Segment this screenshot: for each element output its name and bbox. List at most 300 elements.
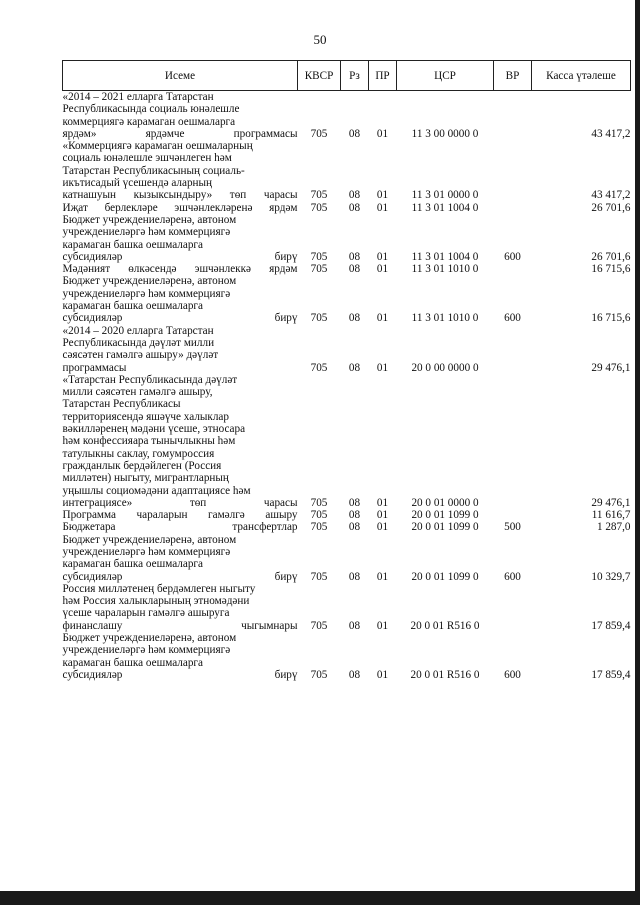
- empty-cell: [341, 374, 369, 386]
- empty-cell: [397, 485, 494, 497]
- header-kvsr: КВСР: [298, 61, 341, 91]
- empty-cell: [397, 534, 494, 546]
- table-row-continuation: [63, 386, 631, 398]
- empty-cell: [532, 435, 631, 447]
- empty-cell: [494, 177, 532, 189]
- empty-cell: [397, 275, 494, 287]
- empty-cell: [369, 152, 397, 164]
- empty-cell: [532, 288, 631, 300]
- csr-cell: 11 3 01 1004 0: [411, 250, 479, 263]
- empty-cell: [494, 214, 532, 226]
- empty-cell: [298, 448, 341, 460]
- empty-cell: [397, 460, 494, 472]
- empty-cell: [369, 91, 397, 104]
- table-row-continuation: [63, 239, 631, 251]
- empty-cell: [494, 607, 532, 619]
- table-row-continuation: [63, 546, 631, 558]
- empty-cell: [341, 288, 369, 300]
- empty-cell: [341, 300, 369, 312]
- empty-cell: [369, 423, 397, 435]
- row-name-line: Татарстан Республикасының социаль-: [62, 164, 245, 177]
- empty-cell: [341, 472, 369, 484]
- empty-cell: [369, 534, 397, 546]
- empty-cell: [369, 644, 397, 656]
- row-name-line: субсидияләр бирү: [62, 312, 298, 325]
- scan-edge-right: [635, 0, 640, 905]
- empty-cell: [397, 435, 494, 447]
- empty-cell: [397, 239, 494, 251]
- empty-cell: [341, 226, 369, 238]
- table-row: [63, 251, 631, 263]
- empty-cell: [341, 116, 369, 128]
- vr-cell: [494, 362, 532, 374]
- row-name-line: учреждениеләргә һәм коммерциягә: [62, 287, 231, 300]
- row-name-line: карамаган башка оешмаларга: [62, 558, 203, 571]
- empty-cell: [369, 165, 397, 177]
- empty-cell: [532, 460, 631, 472]
- empty-cell: [397, 644, 494, 656]
- empty-cell: [494, 103, 532, 115]
- pr-cell: 01: [376, 496, 389, 509]
- empty-cell: [494, 165, 532, 177]
- table-row-continuation: [63, 435, 631, 447]
- table-row: [63, 362, 631, 374]
- empty-cell: [341, 398, 369, 410]
- row-name-line: Иҗат берлекләре эшчәнлекләренә ярдәм: [62, 201, 298, 214]
- empty-cell: [369, 239, 397, 251]
- empty-cell: [532, 337, 631, 349]
- table-row-continuation: [63, 165, 631, 177]
- empty-cell: [494, 386, 532, 398]
- row-name-line: учреждениеләргә һәм коммерциягә: [62, 226, 231, 239]
- empty-cell: [298, 398, 341, 410]
- empty-cell: [369, 288, 397, 300]
- empty-cell: [298, 374, 341, 386]
- table-row-continuation: [63, 460, 631, 472]
- empty-cell: [298, 657, 341, 669]
- empty-cell: [494, 140, 532, 152]
- pr-cell: 01: [376, 570, 389, 583]
- row-name-line: сәясәтен гамәлгә ашыру» дәүләт: [62, 349, 219, 362]
- empty-cell: [494, 644, 532, 656]
- row-name-line: «2014 – 2021 елларга Татарстан: [62, 91, 214, 103]
- amount-cell: 17 859,4: [591, 619, 631, 632]
- empty-cell: [298, 91, 341, 104]
- empty-cell: [397, 226, 494, 238]
- pr-cell: 01: [376, 263, 389, 276]
- empty-cell: [369, 226, 397, 238]
- row-name-line: милли сәясәтен гамәлгә ашыру,: [62, 386, 213, 399]
- empty-cell: [397, 91, 494, 104]
- rz-cell: 08: [348, 521, 361, 534]
- row-name-line: интеграциясе» төп чарасы: [62, 496, 298, 509]
- csr-cell: 20 0 01 0000 0: [411, 496, 479, 509]
- table-row-continuation: [63, 300, 631, 312]
- empty-cell: [397, 165, 494, 177]
- empty-cell: [341, 485, 369, 497]
- row-name-line: катнашуын кызыксындыру» төп чарасы: [62, 189, 298, 202]
- table-row-continuation: [63, 288, 631, 300]
- row-name-line: һәм конфессияара тынычлыкны һәм: [62, 435, 236, 448]
- row-name-line: «2014 – 2020 елларга Татарстан: [62, 324, 214, 337]
- empty-cell: [532, 534, 631, 546]
- empty-cell: [397, 300, 494, 312]
- vr-cell: [494, 509, 532, 521]
- empty-cell: [369, 349, 397, 361]
- table-row: [63, 571, 631, 583]
- empty-cell: [397, 349, 494, 361]
- empty-cell: [532, 91, 631, 104]
- empty-cell: [298, 460, 341, 472]
- empty-cell: [494, 275, 532, 287]
- row-name-line: Бюджет учреждениеләренә, автоном: [62, 275, 237, 288]
- table-row-continuation: [63, 423, 631, 435]
- empty-cell: [298, 226, 341, 238]
- empty-cell: [494, 411, 532, 423]
- table-row: [63, 521, 631, 533]
- empty-cell: [397, 152, 494, 164]
- empty-cell: [298, 337, 341, 349]
- empty-cell: [298, 288, 341, 300]
- kvsr-cell: 705: [310, 361, 328, 374]
- table-row: [63, 509, 631, 521]
- empty-cell: [397, 546, 494, 558]
- empty-cell: [298, 300, 341, 312]
- csr-cell: 20 0 01 R516 0: [410, 668, 480, 681]
- empty-cell: [397, 116, 494, 128]
- empty-cell: [494, 558, 532, 570]
- empty-cell: [369, 398, 397, 410]
- empty-cell: [369, 460, 397, 472]
- empty-cell: [494, 485, 532, 497]
- vr-cell: 600: [504, 570, 521, 583]
- empty-cell: [532, 595, 631, 607]
- kvsr-cell: 705: [310, 668, 328, 681]
- empty-cell: [494, 472, 532, 484]
- empty-cell: [532, 558, 631, 570]
- rz-cell: 08: [348, 250, 361, 263]
- vr-cell: 500: [504, 521, 521, 534]
- pr-cell: 01: [376, 509, 389, 522]
- row-name-line: Программа чараларын гамәлгә ашыру: [62, 509, 298, 522]
- empty-cell: [397, 374, 494, 386]
- row-name-line: субсидияләр бирү: [62, 668, 298, 681]
- row-name-line: ярдәм» ярдәмче программасы: [62, 127, 298, 140]
- empty-cell: [298, 116, 341, 128]
- table-row-continuation: [63, 448, 631, 460]
- empty-cell: [341, 349, 369, 361]
- empty-cell: [298, 103, 341, 115]
- row-name-line: татулыкны саклау, гомумроссия: [62, 447, 215, 460]
- empty-cell: [532, 325, 631, 337]
- empty-cell: [298, 349, 341, 361]
- amount-cell: 29 476,1: [591, 496, 631, 509]
- kvsr-cell: 705: [310, 619, 328, 632]
- pr-cell: 01: [376, 668, 389, 681]
- budget-table: [62, 60, 631, 681]
- empty-cell: [298, 534, 341, 546]
- vr-cell: [494, 497, 532, 509]
- header-name: Исеме: [63, 61, 298, 91]
- csr-cell: 20 0 00 0000 0: [411, 361, 479, 374]
- empty-cell: [298, 165, 341, 177]
- table-row: [63, 620, 631, 632]
- empty-cell: [369, 411, 397, 423]
- empty-cell: [532, 607, 631, 619]
- empty-cell: [369, 558, 397, 570]
- table-row-continuation: [63, 644, 631, 656]
- table-row: [63, 189, 631, 201]
- empty-cell: [369, 472, 397, 484]
- empty-cell: [494, 239, 532, 251]
- empty-cell: [369, 595, 397, 607]
- empty-cell: [298, 558, 341, 570]
- amount-cell: 43 417,2: [591, 127, 631, 140]
- empty-cell: [341, 423, 369, 435]
- empty-cell: [494, 374, 532, 386]
- amount-cell: 43 417,2: [591, 189, 631, 202]
- empty-cell: [397, 607, 494, 619]
- csr-cell: 20 0 01 1099 0: [411, 521, 479, 534]
- empty-cell: [341, 595, 369, 607]
- table-header-row: [63, 61, 631, 91]
- row-name-line: финанслашу чыгымнары: [62, 619, 298, 632]
- empty-cell: [532, 177, 631, 189]
- table-row-continuation: [63, 558, 631, 570]
- amount-cell: 16 715,6: [591, 263, 631, 276]
- empty-cell: [532, 448, 631, 460]
- table-row-continuation: [63, 103, 631, 115]
- empty-cell: [494, 398, 532, 410]
- empty-cell: [494, 595, 532, 607]
- rz-cell: 08: [348, 189, 361, 202]
- row-name-line: Мәдәният өлкәсендә эшчәнлеккә ярдәм: [62, 263, 298, 276]
- empty-cell: [298, 275, 341, 287]
- table-row-continuation: [63, 349, 631, 361]
- empty-cell: [369, 583, 397, 595]
- amount-cell: 16 715,6: [591, 312, 631, 325]
- rz-cell: 08: [348, 496, 361, 509]
- amount-cell: 1 287,0: [596, 521, 631, 534]
- table-row: [63, 497, 631, 509]
- empty-cell: [298, 485, 341, 497]
- table-row-continuation: [63, 275, 631, 287]
- empty-cell: [369, 214, 397, 226]
- table-row-continuation: [63, 632, 631, 644]
- empty-cell: [341, 275, 369, 287]
- row-name-line: программасы: [62, 361, 127, 374]
- empty-cell: [494, 460, 532, 472]
- empty-cell: [494, 116, 532, 128]
- empty-cell: [397, 595, 494, 607]
- empty-cell: [298, 411, 341, 423]
- row-name-line: Республикасында дәүләт милли: [62, 336, 215, 349]
- table-row-continuation: [63, 583, 631, 595]
- rz-cell: 08: [348, 509, 361, 522]
- empty-cell: [397, 583, 494, 595]
- rz-cell: 08: [348, 619, 361, 632]
- vr-cell: [494, 620, 532, 632]
- empty-cell: [494, 325, 532, 337]
- kvsr-cell: 705: [310, 250, 328, 263]
- row-name-line: карамаган башка оешмаларга: [62, 656, 203, 669]
- header-rz: Рз: [341, 61, 369, 91]
- empty-cell: [369, 632, 397, 644]
- table-row-continuation: [63, 398, 631, 410]
- empty-cell: [397, 472, 494, 484]
- empty-cell: [494, 300, 532, 312]
- csr-cell: 11 3 01 0000 0: [411, 189, 479, 202]
- row-name-line: һәм Россия халыкларының этномәдәни: [62, 595, 250, 608]
- empty-cell: [369, 116, 397, 128]
- empty-cell: [397, 423, 494, 435]
- empty-cell: [494, 583, 532, 595]
- empty-cell: [341, 337, 369, 349]
- row-name-line: үсеше чараларын гамәлгә ашыруга: [62, 607, 230, 620]
- row-name-line: территориясендә яшәүче халыклар: [62, 410, 229, 423]
- empty-cell: [369, 275, 397, 287]
- empty-cell: [298, 214, 341, 226]
- empty-cell: [532, 214, 631, 226]
- empty-cell: [397, 448, 494, 460]
- table-row-continuation: [63, 325, 631, 337]
- empty-cell: [397, 214, 494, 226]
- csr-cell: 20 0 01 1099 0: [411, 509, 479, 522]
- empty-cell: [341, 140, 369, 152]
- csr-cell: 20 0 01 1099 0: [411, 570, 479, 583]
- empty-cell: [397, 177, 494, 189]
- row-name-line: учреждениеләргә һәм коммерциягә: [62, 644, 231, 657]
- row-name-line: уңышлы социомәдәни адаптациясе һәм: [62, 484, 251, 497]
- table-row: [63, 669, 631, 681]
- empty-cell: [341, 152, 369, 164]
- empty-cell: [369, 435, 397, 447]
- empty-cell: [341, 607, 369, 619]
- empty-cell: [494, 435, 532, 447]
- pr-cell: 01: [376, 189, 389, 202]
- row-name-line: карамаган башка оешмаларга: [62, 300, 203, 313]
- empty-cell: [397, 140, 494, 152]
- row-name-line: Бюджетара трансфертлар: [62, 521, 298, 534]
- table-row-continuation: [63, 214, 631, 226]
- vr-cell: 600: [504, 312, 521, 325]
- empty-cell: [532, 226, 631, 238]
- row-name-line: Бюджет учреждениеләренә, автоном: [62, 213, 237, 226]
- empty-cell: [298, 325, 341, 337]
- empty-cell: [369, 546, 397, 558]
- row-name-line: Татарстан Республикасы: [62, 398, 181, 411]
- empty-cell: [341, 239, 369, 251]
- rz-cell: 08: [348, 361, 361, 374]
- empty-cell: [298, 152, 341, 164]
- row-name-line: милләтен) ныгыту, мигрантларның: [62, 472, 229, 485]
- empty-cell: [341, 435, 369, 447]
- empty-cell: [298, 595, 341, 607]
- pr-cell: 01: [376, 201, 389, 214]
- rz-cell: 08: [348, 127, 361, 140]
- empty-cell: [341, 177, 369, 189]
- empty-cell: [298, 644, 341, 656]
- header-amount: Касса үтәлеше: [532, 61, 631, 91]
- row-name-line: карамаган башка оешмаларга: [62, 238, 203, 251]
- empty-cell: [341, 558, 369, 570]
- row-name-line: субсидияләр бирү: [62, 570, 298, 583]
- empty-cell: [532, 632, 631, 644]
- kvsr-cell: 705: [310, 521, 328, 534]
- empty-cell: [532, 103, 631, 115]
- empty-cell: [369, 657, 397, 669]
- vr-cell: [494, 189, 532, 201]
- table-row: [63, 263, 631, 275]
- kvsr-cell: 705: [310, 312, 328, 325]
- table-row-continuation: [63, 657, 631, 669]
- empty-cell: [397, 657, 494, 669]
- kvsr-cell: 705: [310, 263, 328, 276]
- row-name-line: социаль юнәлешле эшчәнлеген һәм: [62, 152, 232, 165]
- pr-cell: 01: [376, 361, 389, 374]
- header-pr: ПР: [369, 61, 397, 91]
- pr-cell: 01: [376, 521, 389, 534]
- kvsr-cell: 705: [310, 509, 328, 522]
- empty-cell: [298, 239, 341, 251]
- empty-cell: [494, 546, 532, 558]
- empty-cell: [494, 448, 532, 460]
- table-row-continuation: [63, 116, 631, 128]
- empty-cell: [532, 349, 631, 361]
- empty-cell: [298, 546, 341, 558]
- empty-cell: [532, 398, 631, 410]
- rz-cell: 08: [348, 668, 361, 681]
- vr-cell: [494, 128, 532, 140]
- row-name-line: субсидияләр бирү: [62, 250, 298, 263]
- kvsr-cell: 705: [310, 201, 328, 214]
- pr-cell: 01: [376, 312, 389, 325]
- rz-cell: 08: [348, 263, 361, 276]
- empty-cell: [298, 435, 341, 447]
- kvsr-cell: 705: [310, 570, 328, 583]
- empty-cell: [369, 485, 397, 497]
- csr-cell: 11 3 01 1010 0: [411, 312, 479, 325]
- row-name-line: «Коммерциягә карамаган оешмаларның: [62, 140, 253, 153]
- empty-cell: [532, 152, 631, 164]
- row-name-line: Бюджет учреждениеләренә, автоном: [62, 632, 237, 645]
- header-csr: ЦСР: [397, 61, 494, 91]
- empty-cell: [397, 325, 494, 337]
- empty-cell: [397, 411, 494, 423]
- empty-cell: [397, 558, 494, 570]
- table-row: [63, 202, 631, 214]
- row-name-line: учреждениеләргә һәм коммерциягә: [62, 545, 231, 558]
- empty-cell: [298, 607, 341, 619]
- row-name-line: гражданлык бердәйлеген (Россия: [62, 459, 222, 472]
- amount-cell: 26 701,6: [591, 250, 631, 263]
- empty-cell: [494, 423, 532, 435]
- empty-cell: [369, 448, 397, 460]
- row-name-line: Республикасында социаль юнәлешле: [62, 103, 240, 116]
- empty-cell: [532, 423, 631, 435]
- csr-cell: 11 3 01 1004 0: [411, 201, 479, 214]
- empty-cell: [341, 386, 369, 398]
- kvsr-cell: 705: [310, 496, 328, 509]
- table-row: [63, 312, 631, 324]
- empty-cell: [494, 657, 532, 669]
- empty-cell: [494, 288, 532, 300]
- table-row-continuation: [63, 140, 631, 152]
- kvsr-cell: 705: [310, 189, 328, 202]
- empty-cell: [494, 337, 532, 349]
- empty-cell: [369, 103, 397, 115]
- table-row-continuation: [63, 226, 631, 238]
